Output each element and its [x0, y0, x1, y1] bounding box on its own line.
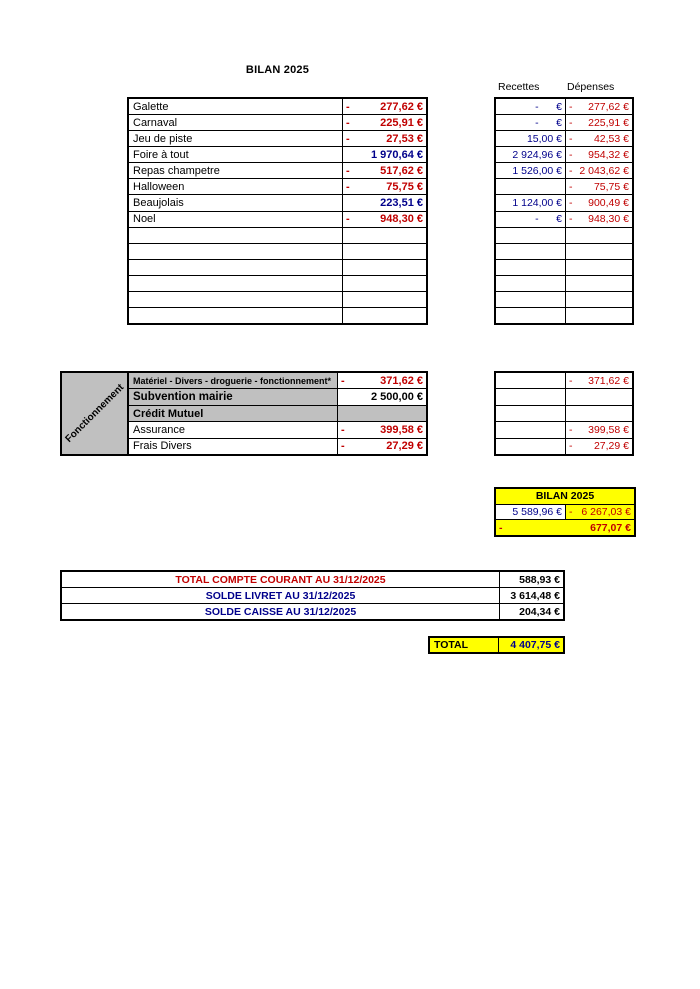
minus-sign: - [346, 132, 350, 145]
minus-sign: - [346, 100, 350, 113]
amount: 588,93 € [519, 573, 560, 586]
depenses-cell [565, 308, 632, 323]
amount: 3 614,48 € [510, 589, 560, 602]
table-row [129, 162, 426, 178]
amount: 1 970,64 € [371, 148, 423, 161]
depenses-cell [565, 115, 632, 130]
empty-cell [496, 422, 565, 437]
table-row [129, 259, 426, 275]
table-row [129, 114, 426, 130]
event-label: Foire à tout [133, 148, 189, 161]
side-value-cell [565, 422, 632, 437]
summary-value-cell [499, 604, 563, 619]
recettes-cell [496, 179, 565, 194]
minus-sign: - [569, 506, 573, 518]
minus-sign: - [569, 132, 573, 145]
amount: 27,29 € [593, 440, 629, 453]
depenses-cell [565, 147, 632, 162]
depenses-cell [565, 212, 632, 227]
depenses-header: Dépenses [567, 81, 615, 93]
event-label [129, 308, 342, 323]
amount: 399,58 € [588, 423, 629, 436]
event-label [129, 228, 342, 243]
table-row [129, 275, 426, 291]
table-row [129, 178, 426, 194]
depenses-cell [565, 292, 632, 307]
recettes-cell [496, 212, 565, 227]
amount: 900,49 € [588, 197, 629, 209]
depenses-cell [565, 260, 632, 275]
fonctionnement-value-cell [337, 439, 426, 454]
bilan-header-row [496, 489, 634, 504]
table-row [496, 291, 632, 307]
table-row [129, 438, 426, 454]
minus-sign: - [569, 100, 573, 113]
empty-cell [496, 373, 565, 388]
table-row [496, 421, 632, 437]
table-row [62, 603, 563, 619]
bilan-totals-row [496, 504, 634, 520]
recettes-cell [496, 244, 565, 259]
amount: 15,00 € [526, 132, 562, 145]
minus-sign: - [499, 521, 503, 534]
fonctionnement-value-cell [337, 389, 426, 404]
bilan-net-cell [496, 520, 634, 535]
amount: 517,62 € [380, 164, 423, 177]
fonctionnement-row-label: Frais Divers [133, 440, 192, 453]
minus-sign: - [569, 116, 573, 129]
minus-sign: - [346, 180, 350, 193]
depenses-cell [565, 163, 632, 178]
table-row [496, 259, 632, 275]
fonctionnement-row-label: Matériel - Divers - droguerie - fonctionnement* [129, 373, 337, 388]
bilan-net-row [496, 519, 634, 535]
minus-sign: - [569, 180, 573, 193]
table-row [496, 211, 632, 227]
amount: - € [535, 100, 562, 113]
table-row [496, 99, 632, 114]
event-value-cell [342, 115, 426, 130]
table-row [129, 211, 426, 227]
recettes-cell [496, 163, 565, 178]
recettes-cell [496, 308, 565, 323]
table-row [129, 421, 426, 437]
recettes-cell [496, 99, 565, 114]
total-label: TOTAL [430, 638, 498, 652]
bilan-recettes-total-cell [496, 505, 565, 520]
bilan-title: BILAN 2025 [535, 490, 595, 503]
recettes-depenses-headers [494, 81, 634, 93]
table-row [496, 307, 632, 323]
amount: 225,91 € [588, 116, 629, 129]
table-row [129, 146, 426, 162]
amount: 75,75 € [386, 180, 423, 193]
summary-label: SOLDE CAISSE AU 31/12/2025 [204, 605, 357, 618]
amount: 223,51 € [380, 197, 423, 209]
event-value-cell [342, 228, 426, 243]
recettes-cell [496, 195, 565, 210]
minus-sign: - [569, 374, 573, 387]
amount: 677,07 € [590, 521, 631, 534]
fonctionnement-row-label: Subvention mairie [129, 389, 337, 404]
fonctionnement-row-label: Crédit Mutuel [129, 406, 337, 421]
summary-value-cell [499, 572, 563, 587]
fonctionnement-table [127, 371, 428, 456]
event-label [129, 260, 342, 275]
recettes-cell [496, 228, 565, 243]
event-value-cell [342, 131, 426, 146]
amount: 5 589,96 € [512, 506, 562, 518]
event-label: Noel [133, 213, 156, 226]
table-row [496, 114, 632, 130]
table-row [129, 307, 426, 323]
amount: 371,62 € [588, 374, 629, 387]
accounts-summary-table [60, 570, 565, 621]
event-label: Repas champetre [133, 164, 220, 177]
bilan-summary-box [494, 487, 636, 537]
table-row [496, 227, 632, 243]
minus-sign: - [341, 374, 345, 387]
amount: - € [535, 213, 562, 226]
event-value-cell [342, 195, 426, 210]
table-row [430, 638, 563, 652]
table-row [129, 291, 426, 307]
amount: 4 407,75 € [510, 639, 560, 651]
side-value-cell [565, 389, 632, 404]
event-label [129, 292, 342, 307]
event-value-cell [342, 163, 426, 178]
amount: 277,62 € [588, 100, 629, 113]
table-row [62, 572, 563, 587]
table-row [129, 405, 426, 421]
table-row [496, 388, 632, 404]
event-value-cell [342, 276, 426, 291]
event-label [129, 244, 342, 259]
minus-sign: - [569, 164, 573, 177]
event-label: Galette [133, 100, 169, 113]
amount: 225,91 € [380, 116, 423, 129]
page-title: BILAN 2025 [245, 64, 310, 76]
table-row [62, 587, 563, 603]
total-box [428, 636, 565, 654]
amount: - € [535, 116, 562, 129]
side-value-cell [565, 439, 632, 454]
table-row [129, 388, 426, 404]
table-row [496, 438, 632, 454]
side-value-cell [565, 406, 632, 421]
table-row [496, 405, 632, 421]
amount: 42,53 € [593, 132, 629, 145]
empty-cell [496, 389, 565, 404]
minus-sign: - [341, 440, 345, 453]
depenses-cell [565, 276, 632, 291]
amount: 1 526,00 € [512, 164, 562, 177]
amount: 2 500,00 € [371, 391, 423, 404]
minus-sign: - [346, 164, 350, 177]
minus-sign: - [341, 423, 345, 436]
table-row [129, 227, 426, 243]
empty-cell [496, 406, 565, 421]
events-table [127, 97, 428, 325]
fonctionnement-row-label: Assurance [133, 423, 185, 436]
bilan-depenses-total-cell [565, 505, 634, 520]
minus-sign: - [569, 213, 573, 226]
recettes-cell [496, 131, 565, 146]
fonctionnement-value-cell [337, 422, 426, 437]
event-label: Jeu de piste [133, 132, 193, 145]
depenses-cell [565, 195, 632, 210]
recettes-cell [496, 115, 565, 130]
fonctionnement-value-cell [337, 406, 426, 421]
depenses-cell [565, 228, 632, 243]
recettes-cell [496, 276, 565, 291]
amount: 277,62 € [380, 100, 423, 113]
event-value-cell [342, 292, 426, 307]
table-row [496, 275, 632, 291]
fonctionnement-side-label [60, 371, 128, 456]
amount: 371,62 € [380, 374, 423, 387]
amount: 948,30 € [380, 213, 423, 226]
fonctionnement-value-cell [337, 373, 426, 388]
recettes-depenses-table [494, 97, 634, 325]
depenses-cell [565, 244, 632, 259]
table-row [129, 373, 426, 388]
fonctionnement-label-text: Fonctionnement [63, 382, 127, 445]
table-row [496, 194, 632, 210]
event-value-cell [342, 99, 426, 114]
depenses-cell [565, 99, 632, 114]
amount: 6 267,03 € [581, 506, 631, 518]
amount: 954,32 € [588, 148, 629, 161]
event-value-cell [342, 212, 426, 227]
event-value-cell [342, 244, 426, 259]
amount: 948,30 € [588, 213, 629, 226]
event-label: Beaujolais [133, 197, 184, 209]
event-label: Halloween [133, 180, 185, 193]
depenses-cell [565, 179, 632, 194]
amount: 27,53 € [386, 132, 423, 145]
event-label [129, 276, 342, 291]
recettes-cell [496, 292, 565, 307]
event-value-cell [342, 179, 426, 194]
table-row [129, 130, 426, 146]
event-value-cell [342, 147, 426, 162]
amount: 2 043,62 € [579, 164, 629, 177]
summary-label: SOLDE LIVRET AU 31/12/2025 [205, 589, 356, 602]
minus-sign: - [346, 116, 350, 129]
empty-cell [496, 439, 565, 454]
amount: 75,75 € [593, 180, 629, 193]
amount: 204,34 € [519, 605, 560, 618]
fonctionnement-side-values-table [494, 371, 634, 456]
minus-sign: - [569, 440, 573, 453]
event-value-cell [342, 308, 426, 323]
event-label: Carnaval [133, 116, 178, 129]
table-row [496, 146, 632, 162]
table-row [129, 243, 426, 259]
minus-sign: - [569, 197, 573, 209]
recettes-cell [496, 260, 565, 275]
recettes-header: Recettes [498, 81, 540, 93]
recettes-cell [496, 147, 565, 162]
depenses-cell [565, 131, 632, 146]
minus-sign: - [569, 148, 573, 161]
amount: 399,58 € [380, 423, 423, 436]
summary-value-cell [499, 588, 563, 603]
table-row [129, 194, 426, 210]
side-value-cell [565, 373, 632, 388]
table-row [496, 162, 632, 178]
summary-label: TOTAL COMPTE COURANT AU 31/12/2025 [175, 573, 386, 586]
event-value-cell [342, 260, 426, 275]
total-value-cell [498, 638, 563, 652]
amount: 27,29 € [386, 440, 423, 453]
minus-sign: - [569, 423, 573, 436]
table-row [496, 243, 632, 259]
minus-sign: - [346, 213, 350, 226]
amount: 1 124,00 € [512, 197, 562, 209]
table-row [496, 373, 632, 388]
amount: 2 924,96 € [512, 148, 562, 161]
table-row [496, 178, 632, 194]
table-row [496, 130, 632, 146]
table-row [129, 99, 426, 114]
